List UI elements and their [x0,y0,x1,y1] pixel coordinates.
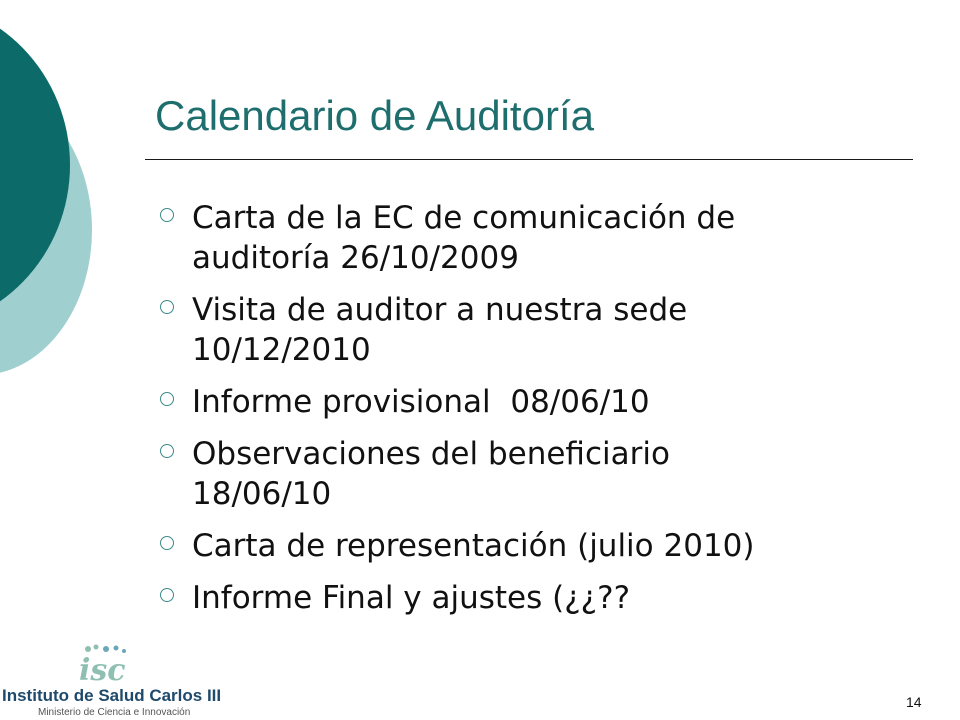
bullet-list [160,198,920,630]
bullet-text: Visita de auditor a nuestra sede 10/12/2010 [192,292,688,368]
logo-ministry-subtitle: Ministerio de Ciencia e Innovación [38,707,191,718]
page-number: 14 [906,694,922,710]
svg-text:isc: isc [79,653,126,686]
logo-institution-name: Instituto de Salud Carlos III [2,686,222,705]
bullet-ring-icon [160,588,174,602]
bullet-text: Informe provisional 08/06/10 [192,384,650,420]
bullet-ring-icon [160,536,174,550]
bullet-text: Carta de la EC de comunicación de auditoría 26/10/2009 [192,200,736,276]
bullet-item [160,434,920,514]
bullet-ring-icon [160,300,174,314]
bullet-ring-icon [160,392,174,406]
bullet-ring-icon [160,208,174,222]
isc-logo [0,640,222,720]
bullet-ring-icon [160,444,174,458]
bullet-item [160,382,920,422]
bullet-text: Carta de representación (julio 2010) [192,528,755,564]
bullet-text: Informe Final y ajustes (¿¿?? [192,580,631,616]
bullet-item [160,578,920,618]
bullet-item [160,198,920,278]
isc-logo-mark-icon [76,644,146,686]
title-divider [145,159,913,160]
bullet-text: Observaciones del beneficiario 18/06/10 [192,436,670,512]
bullet-item [160,290,920,370]
bullet-item [160,526,920,566]
slide-title: Calendario de Auditoría [155,92,594,139]
